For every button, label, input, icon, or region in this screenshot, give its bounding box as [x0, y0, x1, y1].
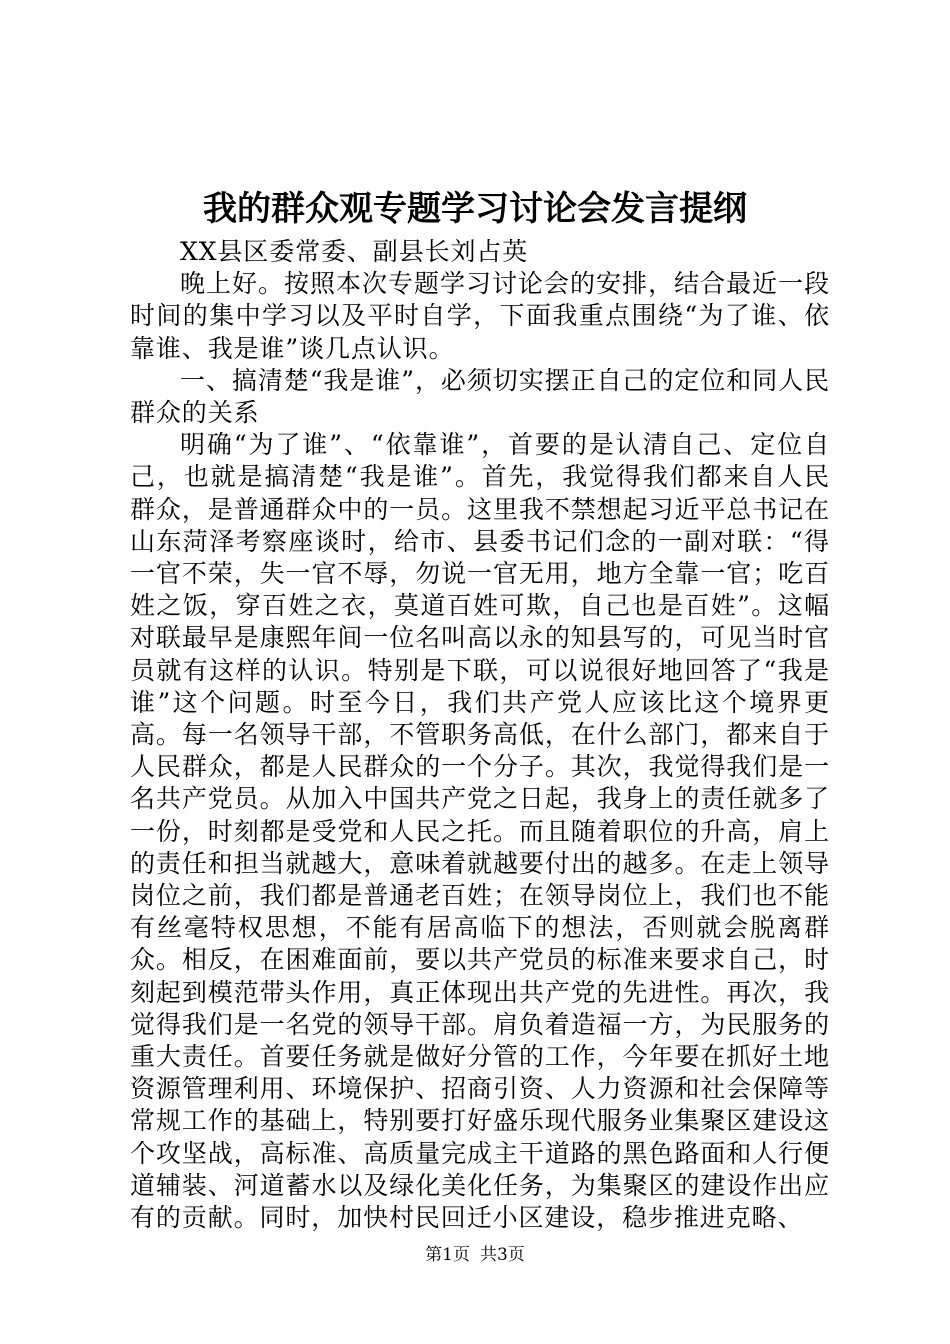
section-heading-1: 一、搞清楚“我是谁”，必须切实摆正自己的定位和同人民群众的关系: [130, 365, 830, 428]
document-title: 我的群众观专题学习讨论会发言提纲: [203, 189, 747, 229]
page-footer: [0, 1244, 950, 1266]
paragraph-greeting: 晚上好。按照本次专题学习讨论会的安排，结合最近一段时间的集中学习以及平时自学，下面我重点围绕“为了谁、依靠谁、我是谁”谈几点认识。: [130, 269, 830, 363]
page-total: 共3页: [480, 1245, 525, 1265]
author-line: XX县区委常委、副县长刘占英: [180, 237, 529, 266]
document-body: [130, 236, 830, 1234]
paragraph-section-1: 明确“为了谁”、“依靠谁”，首要的是认清自己、定位自己，也就是搞清楚“我是谁”。首先，我觉得我们都来自人民群众，是普通群众中的一员。这里我不禁想起习近平总书记在山东菏泽考察座谈时，给市、县委书记们念的一副对联：“得一官不荣，失一官不辱，勿说一官无用，地方全靠一官；吃百姓之饭，穿百姓之衣，莫道百姓可欺，自己也是百姓”。这幅对联最早是康熙年间一位名叫高以永的知县写的，可见当时官员就有这样的认识。特别是下联，可以说很好地回答了“我是谁”这个问题。时至今日，我们共产党人应该比这个境界更高。每一名领导干部，不管职务高低，在什么部门，都来自于人民群众，都是人民群众的一个分子。其次，我觉得我们是一名共产党员。从加入中国共产党之日起，我身上的责任就多了一份，时刻都是受党和人民之托。而且随着职位的升高，肩上的责任和担当就越大，意味着就越要付出的越多。在走上领导岗位之前，我们都是普通老百姓；在领导岗位上，我们也不能有丝毫特权思想，不能有居高临下的想法，否则就会脱离群众。相反，在困难面前，要以共产党员的标准来要求自己，时刻起到模范带头作用，真正体现出共产党的先进性。再次，我觉得我们是一名党的领导干部。肩负着造福一方，为民服务的重大责任。首要任务就是做好分管的工作，今年要在抓好土地资源管理利用、环境保护、招商引资、人力资源和社会保障等常规工作的基础上，特别要打好盛乐现代服务业集聚区建设这个攻坚战，高标准、高质量完成主干道路的黑色路面和人行便道辅装、河道蓄水以及绿化美化任务，为集聚区的建设作出应有的贡献。同时，加快村民回迁小区建设，稳步推进克略、: [130, 430, 830, 1233]
page-number: 第1页: [425, 1245, 470, 1265]
